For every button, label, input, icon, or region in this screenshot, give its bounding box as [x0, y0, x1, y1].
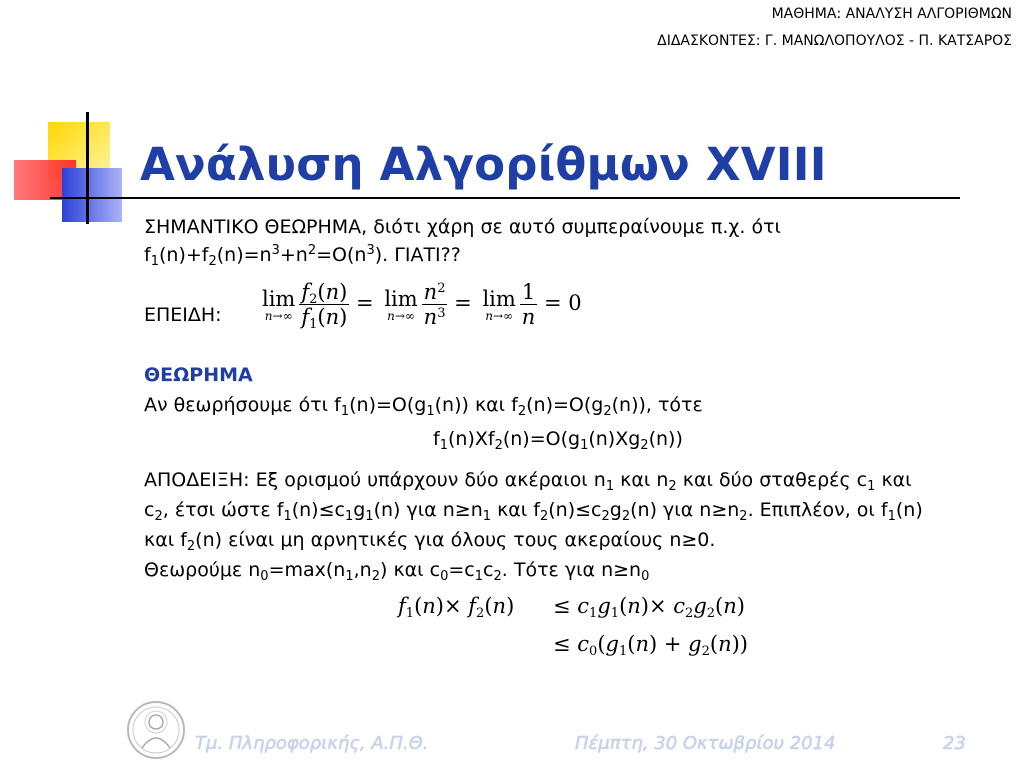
intro-line-1	[144, 214, 781, 240]
proof-text-11: είναι μη αρνητικές για όλους τους ακεραίους	[228, 529, 664, 551]
theorem-heading: ΘΕΩΡΗΜΑ	[144, 364, 253, 386]
university-seal-icon	[126, 700, 186, 760]
proof-line-3: και $f_2(n)$ είναι μη αρνητικές για όλους τους ακεραίους n≥0.	[144, 529, 716, 554]
proof-text-10: και	[144, 529, 175, 551]
proof-text-3: και δύο σταθερές	[682, 469, 851, 491]
proof-line-4: Θεωρούμε $n_0=\max(n_1,n_2)$ και $c_0=c_1c_2$. Τότε για $n\ge n_0$	[144, 559, 650, 584]
vertical-rule	[86, 112, 89, 224]
proof-text-12: Θεωρούμε	[144, 559, 243, 581]
because-label: ΕΠΕΙΔΗ:	[144, 304, 222, 326]
proof-text-6: για	[406, 499, 437, 521]
footer-date: Πέμπτη, 30 Οκτωβρίου 2014	[575, 733, 836, 754]
intro-line-2: $f_1(n)+f_2(n)=n^3+n^2=O(n^3)$. ΓΙΑΤΙ??	[144, 243, 461, 269]
proof-text-2: και	[620, 469, 651, 491]
proof-line-2: $c_2$, έτσι ώστε $f_1(n)\le c_1g_1(n)$ για $n\ge n_1$ και $f_2(n)\le c_2g_2(n)$ για $n\ge n_2$. Επιπλέον, οι $f_1(n)$	[144, 499, 923, 524]
proof-text-9: . Επιπλέον, οι	[747, 499, 875, 521]
inequality-line-1: $f_1(n)\times f_2(n)$	[398, 594, 515, 621]
intro-tail: . ΓΙΑΤΙ??	[382, 244, 461, 266]
page-number: 23	[943, 733, 966, 754]
inequality-line-2: ≤ $c_0(g_1(n) + g_2(n))$	[553, 632, 748, 659]
proof-line-1: ΑΠΟΔΕΙΞΗ: Εξ ορισμού υπάρχουν δύο ακέραιοι $n_1$ και $n_2$ και δύο σταθερές $c_1$ και	[144, 469, 912, 494]
theorem-result: $f_1(n)Xf_2(n)=O(g_1(n)Xg_2(n))$	[433, 428, 683, 453]
intro-text: ΣΗΜΑΝΤΙΚΟ ΘΕΩΡΗΜΑ, διότι χάρη σε αυτό συμπεραίνουμε π.χ. ότι	[144, 216, 781, 238]
footer-department: Τμ. Πληροφορικής, Α.Π.Θ.	[195, 733, 429, 754]
theorem-statement: Αν θεωρήσουμε ότι $f_1(n)=O(g_1(n))$ και $f_2(n)=O(g_2(n))$, τότε	[144, 394, 703, 419]
slide-title: Ανάλυση Αλγορίθμων XVIII	[140, 138, 827, 191]
theorem-and: και	[474, 394, 506, 416]
proof-text-13: και	[393, 559, 424, 581]
course-label: ΜΑΘΗΜΑ: ΑΝΑΛΥΣΗ ΑΛΓΟΡΙΘΜΩΝ	[771, 6, 1012, 22]
theorem-if: Αν θεωρήσουμε ότι	[144, 394, 329, 416]
horizontal-rule	[50, 197, 960, 199]
proof-text-4: και	[881, 469, 912, 491]
blue-square	[62, 168, 122, 222]
proof-text-8: για	[663, 499, 694, 521]
proof-text-5: , έτσι ώστε	[162, 499, 271, 521]
proof-text-1: Εξ ορισμού υπάρχουν δύο ακέραιοι	[255, 469, 588, 491]
proof-text-7: και	[497, 499, 528, 521]
theorem-then: , τότε	[645, 394, 703, 416]
limit-equation: lim n→∞ $\frac{f_2(n)}{f_1(n)}$ = lim n→∞ $\frac{n^2}{n^3}$ = lim n→∞ $\frac{1}{n}$ = 0	[262, 280, 582, 332]
inequality-rhs-1: ≤ $c_1g_1(n)\times c_2g_2(n)$	[553, 594, 745, 621]
instructors-label: ΔΙΔΑΣΚΟΝΤΕΣ: Γ. ΜΑΝΩΛΟΠΟΥΛΟΣ - Π. ΚΑΤΣΑΡΟΣ	[657, 33, 1012, 49]
proof-text-14: . Τότε για	[501, 559, 596, 581]
proof-label: ΑΠΟΔΕΙΞΗ:	[144, 469, 250, 491]
